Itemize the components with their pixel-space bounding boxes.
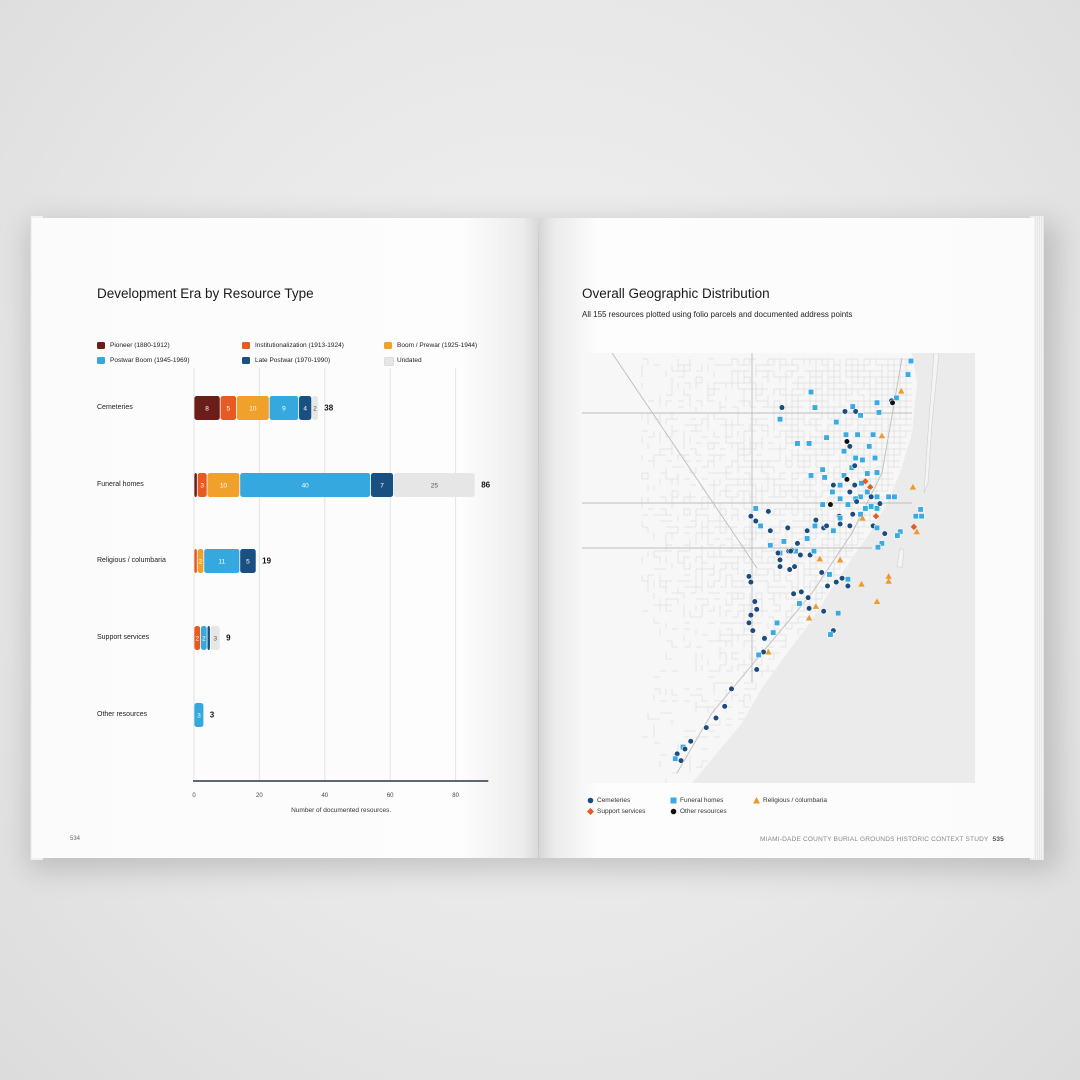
land-area <box>582 353 917 783</box>
funeral-home-marker <box>867 444 872 449</box>
cemetery-marker <box>850 511 856 517</box>
funeral-home-marker <box>806 441 811 446</box>
cemetery-marker <box>785 525 791 531</box>
cemetery-marker <box>766 509 772 515</box>
funeral-home-marker <box>895 533 900 538</box>
stacked-bar-chart <box>32 218 538 858</box>
chart-title: Development Era by Resource Type <box>97 286 314 301</box>
cemetery-marker <box>795 541 801 547</box>
bar-segment <box>207 626 209 650</box>
funeral-home-marker <box>892 494 897 499</box>
footer-text: MIAMI-DADE COUNTY BURIAL GROUNDS HISTORIC CONTEXT STUDY <box>760 836 989 843</box>
funeral-home-marker <box>894 395 899 400</box>
legend-label: Institutionalization (1913-1924) <box>255 341 344 349</box>
funeral-home-marker <box>827 572 832 577</box>
cemetery-marker <box>847 523 853 529</box>
religious-marker <box>874 598 880 604</box>
right-page <box>539 218 1034 858</box>
map-legend-symbol <box>752 796 761 805</box>
funeral-home-marker <box>865 489 870 494</box>
bar-total-label: 3 <box>209 710 215 720</box>
funeral-home-marker <box>771 630 776 635</box>
cemetery-marker <box>750 628 756 634</box>
funeral-home-marker <box>831 528 836 533</box>
legend-label: Undated <box>397 356 422 364</box>
cemetery-marker <box>791 591 797 597</box>
funeral-home-marker <box>905 372 910 377</box>
page-number-right: 535 <box>992 836 1004 843</box>
funeral-home-marker <box>858 413 863 418</box>
cemetery-marker <box>678 758 684 764</box>
cemetery-marker <box>847 444 853 450</box>
funeral-home-marker <box>860 457 865 462</box>
bar-data-label: 40 <box>301 482 309 490</box>
map-legend-label: Cemeteries <box>597 796 631 804</box>
cemetery-marker <box>819 570 825 576</box>
cemetery-marker <box>722 704 728 710</box>
funeral-home-marker <box>812 523 817 528</box>
funeral-home-marker <box>843 432 848 437</box>
cemetery-marker <box>882 531 888 537</box>
funeral-home-marker <box>918 507 923 512</box>
funeral-home-marker <box>804 536 809 541</box>
other-resource-marker <box>890 400 896 406</box>
x-tick-label: 60 <box>386 793 394 799</box>
cemetery-marker <box>729 686 735 692</box>
cemetery-marker <box>746 574 752 580</box>
left-page <box>32 218 538 858</box>
religious-marker <box>885 573 891 579</box>
bar-total-label: 19 <box>262 556 272 566</box>
running-footer <box>760 836 1004 843</box>
cemetery-marker <box>762 636 768 642</box>
religious-marker <box>885 578 891 584</box>
funeral-home-marker <box>874 400 879 405</box>
cemetery-marker <box>847 489 853 495</box>
funeral-home-marker <box>808 389 813 394</box>
funeral-home-marker <box>850 404 855 409</box>
bar-data-label: 2 <box>313 405 317 413</box>
cemetery-marker <box>825 583 831 589</box>
funeral-home-marker <box>913 514 918 519</box>
map-legend-symbol <box>669 796 678 805</box>
funeral-home-marker <box>874 506 879 511</box>
cemetery-marker <box>804 528 810 534</box>
cemetery-marker <box>821 608 827 614</box>
funeral-home-marker <box>824 435 829 440</box>
bar-data-label: 10 <box>249 405 257 413</box>
cemetery-marker <box>839 575 845 581</box>
funeral-home-marker <box>795 441 800 446</box>
bar-data-label: 11 <box>218 558 226 566</box>
cemetery-marker <box>824 523 830 529</box>
x-axis-title: Number of documented resources. <box>291 807 392 814</box>
map-legend-label: Religious / columbaria <box>763 796 827 804</box>
funeral-home-marker <box>797 601 802 606</box>
bar-data-label: 2 <box>195 635 200 643</box>
map-legend-label: Other resources <box>680 807 727 815</box>
legend-label: Late Postwar (1970-1990) <box>255 356 331 364</box>
map-title: Overall Geographic Distribution <box>582 286 770 301</box>
map-legend-symbol <box>586 796 595 805</box>
map-canvas <box>582 353 975 783</box>
cemetery-marker <box>752 599 758 605</box>
bar-data-label: 9 <box>282 405 286 413</box>
cemetery-marker <box>754 667 760 673</box>
religious-marker <box>858 581 864 587</box>
other-resource-marker <box>828 502 834 508</box>
funeral-home-marker <box>874 494 879 499</box>
cemetery-marker <box>854 499 860 505</box>
cemetery-marker <box>788 548 794 554</box>
cemetery-marker <box>754 607 760 613</box>
funeral-home-marker <box>855 432 860 437</box>
funeral-home-marker <box>758 523 763 528</box>
category-label: Support services <box>97 634 150 641</box>
page-number-left: 534 <box>70 836 81 842</box>
cemetery-marker <box>831 482 837 488</box>
legend-label: Postwar Boom (1945-1969) <box>110 356 190 364</box>
cemetery-marker <box>777 564 783 570</box>
cemetery-marker <box>833 579 839 585</box>
cemetery-marker <box>806 606 812 612</box>
funeral-home-marker <box>874 525 879 530</box>
bar-data-label: 2 <box>201 635 206 643</box>
funeral-home-marker <box>830 489 835 494</box>
bar-data-label: 5 <box>226 405 231 413</box>
bar-data-label: 10 <box>219 482 228 490</box>
funeral-home-marker <box>870 432 875 437</box>
cemetery-marker <box>837 521 843 527</box>
cemetery-marker <box>688 738 694 744</box>
map-subtitle: All 155 resources plotted using folio parcels and documented address points <box>582 310 853 319</box>
cemetery-marker <box>779 405 785 411</box>
bar-data-label: 4 <box>303 405 307 413</box>
x-tick-label: 80 <box>452 793 459 799</box>
category-label: Religious / columbaria <box>97 557 166 564</box>
religious-marker <box>910 484 916 490</box>
cemetery-marker <box>868 494 874 500</box>
funeral-home-marker <box>908 358 913 363</box>
map-legend-label: Funeral homes <box>680 796 724 804</box>
funeral-home-marker <box>808 473 813 478</box>
cemetery-marker <box>703 725 709 731</box>
map-legend-symbol <box>586 807 595 816</box>
funeral-home-marker <box>820 467 825 472</box>
funeral-home-marker <box>853 455 858 460</box>
bar-total-label: 9 <box>226 633 231 643</box>
category-label: Funeral homes <box>97 481 144 488</box>
funeral-home-marker <box>837 482 842 487</box>
funeral-home-marker <box>837 515 842 520</box>
cemetery-marker <box>792 564 798 570</box>
x-tick-label: 0 <box>192 793 196 799</box>
county-map <box>582 353 975 783</box>
bar-data-label: 3 <box>197 712 201 720</box>
funeral-home-marker <box>822 475 827 480</box>
cemetery-marker <box>768 528 774 534</box>
bar-segment <box>194 549 196 573</box>
legend-label: Boom / Prewar (1925-1944) <box>397 341 478 349</box>
funeral-home-marker <box>875 545 880 550</box>
x-tick-label: 20 <box>256 793 263 799</box>
cemetery-marker <box>877 501 883 507</box>
cemetery-marker <box>746 620 752 626</box>
map-legend-symbol <box>669 807 678 816</box>
funeral-home-marker <box>828 632 833 637</box>
bar-data-label: 7 <box>380 482 384 490</box>
funeral-home-marker <box>886 494 891 499</box>
cemetery-marker <box>777 557 783 563</box>
cemetery-marker <box>775 550 781 556</box>
legend-label: Pioneer (1880-1912) <box>110 341 170 349</box>
cemetery-marker <box>805 595 811 601</box>
cemetery-marker <box>748 612 754 618</box>
cemetery-marker <box>748 513 754 519</box>
cemetery-marker <box>813 517 819 523</box>
key-island <box>897 548 904 568</box>
funeral-home-marker <box>841 449 846 454</box>
funeral-home-marker <box>863 506 868 511</box>
funeral-home-marker <box>858 494 863 499</box>
cemetery-marker <box>798 552 804 558</box>
funeral-home-marker <box>865 471 870 476</box>
funeral-home-marker <box>820 502 825 507</box>
funeral-home-marker <box>756 652 761 657</box>
support-service-marker <box>911 524 917 530</box>
bar-data-label: 3 <box>200 482 204 490</box>
funeral-home-marker <box>874 470 879 475</box>
funeral-home-marker <box>811 548 816 553</box>
funeral-home-marker <box>753 506 758 511</box>
funeral-home-marker <box>872 455 877 460</box>
funeral-home-marker <box>768 543 773 548</box>
x-tick-label: 40 <box>321 793 329 799</box>
bar-data-label: 25 <box>430 482 438 490</box>
barrier-island <box>924 353 939 493</box>
funeral-home-marker <box>836 611 841 616</box>
other-resource-marker <box>844 477 850 483</box>
cemetery-marker <box>748 579 754 585</box>
bar-segment <box>194 473 196 497</box>
bar-total-label: 38 <box>324 403 334 413</box>
funeral-home-marker <box>781 539 786 544</box>
funeral-home-marker <box>876 410 881 415</box>
bar-data-label: 5 <box>246 558 250 566</box>
bar-data-label: 8 <box>205 405 209 413</box>
category-label: Cemeteries <box>97 404 133 411</box>
cemetery-marker <box>852 482 858 488</box>
funeral-home-marker <box>774 620 779 625</box>
funeral-home-marker <box>919 514 924 519</box>
cemetery-marker <box>852 463 858 469</box>
funeral-home-marker <box>777 417 782 422</box>
bar-data-label: 3 <box>213 635 218 643</box>
cemetery-marker <box>845 583 851 589</box>
bar-data-label: 2 <box>198 558 203 566</box>
cemetery-marker <box>842 409 848 415</box>
cemetery-marker <box>682 746 688 752</box>
cemetery-marker <box>799 589 805 595</box>
category-label: Other resources <box>97 711 148 718</box>
bar-total-label: 86 <box>481 480 491 490</box>
funeral-home-marker <box>845 502 850 507</box>
map-legend-label: Support services <box>597 807 646 815</box>
funeral-home-marker <box>834 419 839 424</box>
funeral-home-marker <box>812 405 817 410</box>
funeral-home-marker <box>868 504 873 509</box>
funeral-home-marker <box>845 577 850 582</box>
cemetery-marker <box>713 715 719 721</box>
funeral-home-marker <box>837 496 842 501</box>
funeral-home-marker <box>673 756 678 761</box>
